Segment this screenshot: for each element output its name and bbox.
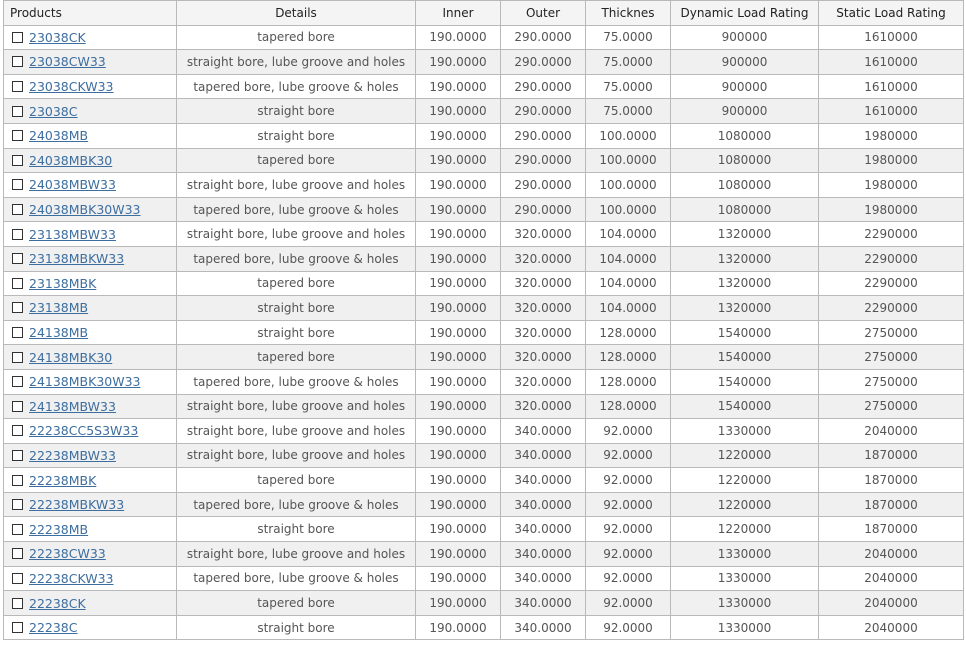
dynamic-load-rating-cell: 1330000 xyxy=(671,591,819,616)
thickness-cell: 92.0000 xyxy=(586,615,671,640)
outer-cell: 290.0000 xyxy=(501,50,586,75)
outer-cell: 340.0000 xyxy=(501,517,586,542)
dynamic-load-rating-cell: 1220000 xyxy=(671,443,819,468)
thickness-cell: 104.0000 xyxy=(586,222,671,247)
thickness-cell: 92.0000 xyxy=(586,542,671,567)
outer-cell: 320.0000 xyxy=(501,296,586,321)
product-cell xyxy=(4,566,177,591)
thickness-cell: 100.0000 xyxy=(586,173,671,198)
static-load-rating-cell: 1980000 xyxy=(819,148,964,173)
row-select-checkbox[interactable] xyxy=(12,229,23,240)
table-row xyxy=(4,591,964,616)
dynamic-load-rating-cell: 900000 xyxy=(671,25,819,50)
details-cell: tapered bore, lube groove & holes xyxy=(177,74,416,99)
thickness-cell: 100.0000 xyxy=(586,148,671,173)
table-row xyxy=(4,50,964,75)
product-cell xyxy=(4,615,177,640)
details-cell: tapered bore xyxy=(177,271,416,296)
details-cell: straight bore xyxy=(177,296,416,321)
product-link[interactable]: 24138MBK30 xyxy=(29,349,113,365)
dynamic-load-rating-cell: 1540000 xyxy=(671,394,819,419)
details-cell: tapered bore xyxy=(177,25,416,50)
outer-cell: 320.0000 xyxy=(501,271,586,296)
dynamic-load-rating-cell: 1540000 xyxy=(671,369,819,394)
dynamic-load-rating-cell: 1540000 xyxy=(671,320,819,345)
inner-cell: 190.0000 xyxy=(416,591,501,616)
outer-cell: 290.0000 xyxy=(501,123,586,148)
inner-cell: 190.0000 xyxy=(416,492,501,517)
product-link[interactable]: 22238CC5S3W33 xyxy=(29,423,139,439)
table-row xyxy=(4,246,964,271)
static-load-rating-cell: 1610000 xyxy=(819,74,964,99)
dynamic-load-rating-cell: 1330000 xyxy=(671,419,819,444)
thickness-cell: 128.0000 xyxy=(586,394,671,419)
outer-cell: 340.0000 xyxy=(501,443,586,468)
table-row xyxy=(4,566,964,591)
inner-cell: 190.0000 xyxy=(416,468,501,493)
dynamic-load-rating-cell: 1080000 xyxy=(671,173,819,198)
dynamic-load-rating-cell: 1080000 xyxy=(671,197,819,222)
product-cell xyxy=(4,197,177,222)
table-row xyxy=(4,173,964,198)
details-cell: straight bore, lube groove and holes xyxy=(177,222,416,247)
inner-cell: 190.0000 xyxy=(416,369,501,394)
product-link[interactable]: 22238CW33 xyxy=(29,546,106,562)
details-cell: tapered bore xyxy=(177,468,416,493)
product-link[interactable]: 23038CK xyxy=(29,29,86,45)
product-link[interactable]: 23038CW33 xyxy=(29,54,106,70)
table-row xyxy=(4,74,964,99)
table-row xyxy=(4,123,964,148)
product-link[interactable]: 22238CKW33 xyxy=(29,570,114,586)
thickness-cell: 104.0000 xyxy=(586,246,671,271)
details-cell: straight bore, lube groove and holes xyxy=(177,419,416,444)
column-header-products[interactable]: Products xyxy=(4,1,177,26)
thickness-cell: 75.0000 xyxy=(586,99,671,124)
details-cell: tapered bore xyxy=(177,591,416,616)
dynamic-load-rating-cell: 1330000 xyxy=(671,542,819,567)
product-cell xyxy=(4,123,177,148)
outer-cell: 320.0000 xyxy=(501,246,586,271)
static-load-rating-cell: 1870000 xyxy=(819,443,964,468)
static-load-rating-cell: 2290000 xyxy=(819,271,964,296)
inner-cell: 190.0000 xyxy=(416,123,501,148)
outer-cell: 340.0000 xyxy=(501,419,586,444)
static-load-rating-cell: 1610000 xyxy=(819,99,964,124)
product-cell xyxy=(4,345,177,370)
product-link[interactable]: 22238MBW33 xyxy=(29,447,116,463)
details-cell: straight bore, lube groove and holes xyxy=(177,173,416,198)
static-load-rating-cell: 2750000 xyxy=(819,345,964,370)
column-header-dynamic-load-rating[interactable]: Dynamic Load Rating xyxy=(671,1,819,26)
row-select-checkbox[interactable] xyxy=(12,573,23,584)
dynamic-load-rating-cell: 1080000 xyxy=(671,123,819,148)
row-select-checkbox[interactable] xyxy=(12,253,23,264)
row-select-checkbox[interactable] xyxy=(12,475,23,486)
product-link[interactable]: 24038MBK30 xyxy=(29,152,113,168)
table-row xyxy=(4,197,964,222)
outer-cell: 340.0000 xyxy=(501,591,586,616)
inner-cell: 190.0000 xyxy=(416,345,501,370)
product-link[interactable]: 24038MB xyxy=(29,128,89,144)
thickness-cell: 92.0000 xyxy=(586,566,671,591)
thickness-cell: 104.0000 xyxy=(586,296,671,321)
details-cell: tapered bore, lube groove & holes xyxy=(177,369,416,394)
product-link[interactable]: 23038CKW33 xyxy=(29,79,114,95)
row-select-checkbox[interactable] xyxy=(12,548,23,559)
inner-cell: 190.0000 xyxy=(416,246,501,271)
dynamic-load-rating-cell: 900000 xyxy=(671,74,819,99)
static-load-rating-cell: 2750000 xyxy=(819,369,964,394)
dynamic-load-rating-cell: 1080000 xyxy=(671,148,819,173)
outer-cell: 340.0000 xyxy=(501,542,586,567)
product-link[interactable]: 23138MBKW33 xyxy=(29,251,125,267)
row-select-checkbox[interactable] xyxy=(12,56,23,67)
dynamic-load-rating-cell: 1330000 xyxy=(671,615,819,640)
product-cell xyxy=(4,222,177,247)
inner-cell: 190.0000 xyxy=(416,394,501,419)
thickness-cell: 92.0000 xyxy=(586,591,671,616)
product-link[interactable]: 24138MB xyxy=(29,325,89,341)
row-select-checkbox[interactable] xyxy=(12,32,23,43)
row-select-checkbox[interactable] xyxy=(12,179,23,190)
outer-cell: 290.0000 xyxy=(501,74,586,99)
table-row xyxy=(4,25,964,50)
static-load-rating-cell: 1870000 xyxy=(819,492,964,517)
inner-cell: 190.0000 xyxy=(416,517,501,542)
table-row xyxy=(4,419,964,444)
outer-cell: 340.0000 xyxy=(501,615,586,640)
product-link[interactable]: 24038MBW33 xyxy=(29,177,116,193)
dynamic-load-rating-cell: 1220000 xyxy=(671,468,819,493)
row-select-checkbox[interactable] xyxy=(12,327,23,338)
inner-cell: 190.0000 xyxy=(416,222,501,247)
product-link[interactable]: 23038C xyxy=(29,103,78,119)
thickness-cell: 128.0000 xyxy=(586,320,671,345)
static-load-rating-cell: 2040000 xyxy=(819,419,964,444)
inner-cell: 190.0000 xyxy=(416,25,501,50)
outer-cell: 320.0000 xyxy=(501,394,586,419)
thickness-cell: 128.0000 xyxy=(586,345,671,370)
product-cell xyxy=(4,492,177,517)
details-cell: tapered bore, lube groove & holes xyxy=(177,566,416,591)
product-link[interactable]: 24138MBK30W33 xyxy=(29,374,141,390)
product-cell xyxy=(4,74,177,99)
table-row xyxy=(4,468,964,493)
product-cell xyxy=(4,99,177,124)
static-load-rating-cell: 2290000 xyxy=(819,296,964,321)
product-link[interactable]: 22238MBKW33 xyxy=(29,497,125,513)
outer-cell: 340.0000 xyxy=(501,492,586,517)
product-cell xyxy=(4,394,177,419)
product-cell xyxy=(4,591,177,616)
thickness-cell: 75.0000 xyxy=(586,25,671,50)
column-header-thickness[interactable]: Thicknes xyxy=(586,1,671,26)
thickness-cell: 92.0000 xyxy=(586,492,671,517)
static-load-rating-cell: 2750000 xyxy=(819,320,964,345)
dynamic-load-rating-cell: 1320000 xyxy=(671,271,819,296)
product-link[interactable]: 22238C xyxy=(29,620,78,636)
column-header-inner[interactable]: Inner xyxy=(416,1,501,26)
inner-cell: 190.0000 xyxy=(416,443,501,468)
table-row xyxy=(4,148,964,173)
static-load-rating-cell: 1870000 xyxy=(819,468,964,493)
product-link[interactable]: 23138MBW33 xyxy=(29,226,116,242)
product-link[interactable]: 23138MBK xyxy=(29,275,97,291)
table-row xyxy=(4,222,964,247)
product-table xyxy=(3,0,964,640)
inner-cell: 190.0000 xyxy=(416,419,501,444)
table-row xyxy=(4,320,964,345)
inner-cell: 190.0000 xyxy=(416,271,501,296)
column-header-outer[interactable]: Outer xyxy=(501,1,586,26)
dynamic-load-rating-cell: 1540000 xyxy=(671,345,819,370)
product-cell xyxy=(4,443,177,468)
dynamic-load-rating-cell: 1320000 xyxy=(671,296,819,321)
static-load-rating-cell: 2040000 xyxy=(819,566,964,591)
details-cell: tapered bore, lube groove & holes xyxy=(177,492,416,517)
inner-cell: 190.0000 xyxy=(416,74,501,99)
row-select-checkbox[interactable] xyxy=(12,425,23,436)
row-select-checkbox[interactable] xyxy=(12,401,23,412)
thickness-cell: 100.0000 xyxy=(586,197,671,222)
details-cell: straight bore, lube groove and holes xyxy=(177,394,416,419)
table-row xyxy=(4,296,964,321)
product-link[interactable]: 24038MBK30W33 xyxy=(29,202,141,218)
row-select-checkbox[interactable] xyxy=(12,450,23,461)
outer-cell: 320.0000 xyxy=(501,320,586,345)
outer-cell: 320.0000 xyxy=(501,222,586,247)
row-select-checkbox[interactable] xyxy=(12,598,23,609)
outer-cell: 340.0000 xyxy=(501,468,586,493)
column-header-static-load-rating[interactable]: Static Load Rating xyxy=(819,1,964,26)
table-row xyxy=(4,271,964,296)
table-row xyxy=(4,369,964,394)
row-select-checkbox[interactable] xyxy=(12,130,23,141)
thickness-cell: 92.0000 xyxy=(586,468,671,493)
table-row xyxy=(4,517,964,542)
outer-cell: 290.0000 xyxy=(501,173,586,198)
details-cell: tapered bore, lube groove & holes xyxy=(177,197,416,222)
inner-cell: 190.0000 xyxy=(416,50,501,75)
row-select-checkbox[interactable] xyxy=(12,155,23,166)
row-select-checkbox[interactable] xyxy=(12,81,23,92)
outer-cell: 290.0000 xyxy=(501,197,586,222)
thickness-cell: 92.0000 xyxy=(586,443,671,468)
details-cell: tapered bore, lube groove & holes xyxy=(177,246,416,271)
table-row xyxy=(4,394,964,419)
table-row xyxy=(4,615,964,640)
product-cell xyxy=(4,542,177,567)
dynamic-load-rating-cell: 1320000 xyxy=(671,246,819,271)
row-select-checkbox[interactable] xyxy=(12,622,23,633)
details-cell: straight bore xyxy=(177,615,416,640)
table-row xyxy=(4,542,964,567)
details-cell: straight bore, lube groove and holes xyxy=(177,50,416,75)
product-cell xyxy=(4,148,177,173)
table-row xyxy=(4,99,964,124)
outer-cell: 290.0000 xyxy=(501,25,586,50)
inner-cell: 190.0000 xyxy=(416,173,501,198)
row-select-checkbox[interactable] xyxy=(12,352,23,363)
product-cell xyxy=(4,25,177,50)
product-cell xyxy=(4,468,177,493)
static-load-rating-cell: 1610000 xyxy=(819,50,964,75)
product-cell xyxy=(4,246,177,271)
details-cell: straight bore xyxy=(177,99,416,124)
row-select-checkbox[interactable] xyxy=(12,524,23,535)
table-row xyxy=(4,345,964,370)
table-row xyxy=(4,492,964,517)
static-load-rating-cell: 2290000 xyxy=(819,222,964,247)
dynamic-load-rating-cell: 1330000 xyxy=(671,566,819,591)
thickness-cell: 92.0000 xyxy=(586,419,671,444)
product-table-container xyxy=(3,0,963,640)
row-select-checkbox[interactable] xyxy=(12,376,23,387)
details-cell: tapered bore xyxy=(177,345,416,370)
static-load-rating-cell: 1980000 xyxy=(819,197,964,222)
table-row xyxy=(4,443,964,468)
dynamic-load-rating-cell: 1220000 xyxy=(671,492,819,517)
inner-cell: 190.0000 xyxy=(416,320,501,345)
static-load-rating-cell: 2750000 xyxy=(819,394,964,419)
product-cell xyxy=(4,296,177,321)
details-cell: straight bore xyxy=(177,320,416,345)
table-header-row xyxy=(4,1,964,26)
outer-cell: 290.0000 xyxy=(501,148,586,173)
inner-cell: 190.0000 xyxy=(416,566,501,591)
details-cell: straight bore xyxy=(177,123,416,148)
inner-cell: 190.0000 xyxy=(416,542,501,567)
thickness-cell: 92.0000 xyxy=(586,517,671,542)
dynamic-load-rating-cell: 900000 xyxy=(671,50,819,75)
product-cell xyxy=(4,271,177,296)
row-select-checkbox[interactable] xyxy=(12,106,23,117)
outer-cell: 340.0000 xyxy=(501,566,586,591)
table-body xyxy=(4,25,964,640)
details-cell: straight bore, lube groove and holes xyxy=(177,443,416,468)
dynamic-load-rating-cell: 1220000 xyxy=(671,517,819,542)
thickness-cell: 75.0000 xyxy=(586,50,671,75)
column-header-details[interactable]: Details xyxy=(177,1,416,26)
product-cell xyxy=(4,517,177,542)
static-load-rating-cell: 1980000 xyxy=(819,173,964,198)
row-select-checkbox[interactable] xyxy=(12,278,23,289)
outer-cell: 290.0000 xyxy=(501,99,586,124)
product-link[interactable]: 23138MB xyxy=(29,300,89,316)
inner-cell: 190.0000 xyxy=(416,99,501,124)
details-cell: straight bore, lube groove and holes xyxy=(177,542,416,567)
product-link[interactable]: 24138MBW33 xyxy=(29,398,116,414)
static-load-rating-cell: 2040000 xyxy=(819,615,964,640)
inner-cell: 190.0000 xyxy=(416,615,501,640)
product-cell xyxy=(4,419,177,444)
dynamic-load-rating-cell: 1320000 xyxy=(671,222,819,247)
product-cell xyxy=(4,320,177,345)
inner-cell: 190.0000 xyxy=(416,197,501,222)
static-load-rating-cell: 1610000 xyxy=(819,25,964,50)
thickness-cell: 104.0000 xyxy=(586,271,671,296)
static-load-rating-cell: 2040000 xyxy=(819,542,964,567)
inner-cell: 190.0000 xyxy=(416,148,501,173)
product-cell xyxy=(4,173,177,198)
product-link[interactable]: 22238MBK xyxy=(29,472,97,488)
details-cell: tapered bore xyxy=(177,148,416,173)
static-load-rating-cell: 2290000 xyxy=(819,246,964,271)
thickness-cell: 128.0000 xyxy=(586,369,671,394)
product-link[interactable]: 22238CK xyxy=(29,595,86,611)
row-select-checkbox[interactable] xyxy=(12,204,23,215)
inner-cell: 190.0000 xyxy=(416,296,501,321)
dynamic-load-rating-cell: 900000 xyxy=(671,99,819,124)
outer-cell: 320.0000 xyxy=(501,369,586,394)
static-load-rating-cell: 2040000 xyxy=(819,591,964,616)
row-select-checkbox[interactable] xyxy=(12,499,23,510)
details-cell: straight bore xyxy=(177,517,416,542)
thickness-cell: 100.0000 xyxy=(586,123,671,148)
thickness-cell: 75.0000 xyxy=(586,74,671,99)
product-cell xyxy=(4,369,177,394)
static-load-rating-cell: 1980000 xyxy=(819,123,964,148)
static-load-rating-cell: 1870000 xyxy=(819,517,964,542)
outer-cell: 320.0000 xyxy=(501,345,586,370)
row-select-checkbox[interactable] xyxy=(12,302,23,313)
product-link[interactable]: 22238MB xyxy=(29,521,89,537)
product-cell xyxy=(4,50,177,75)
